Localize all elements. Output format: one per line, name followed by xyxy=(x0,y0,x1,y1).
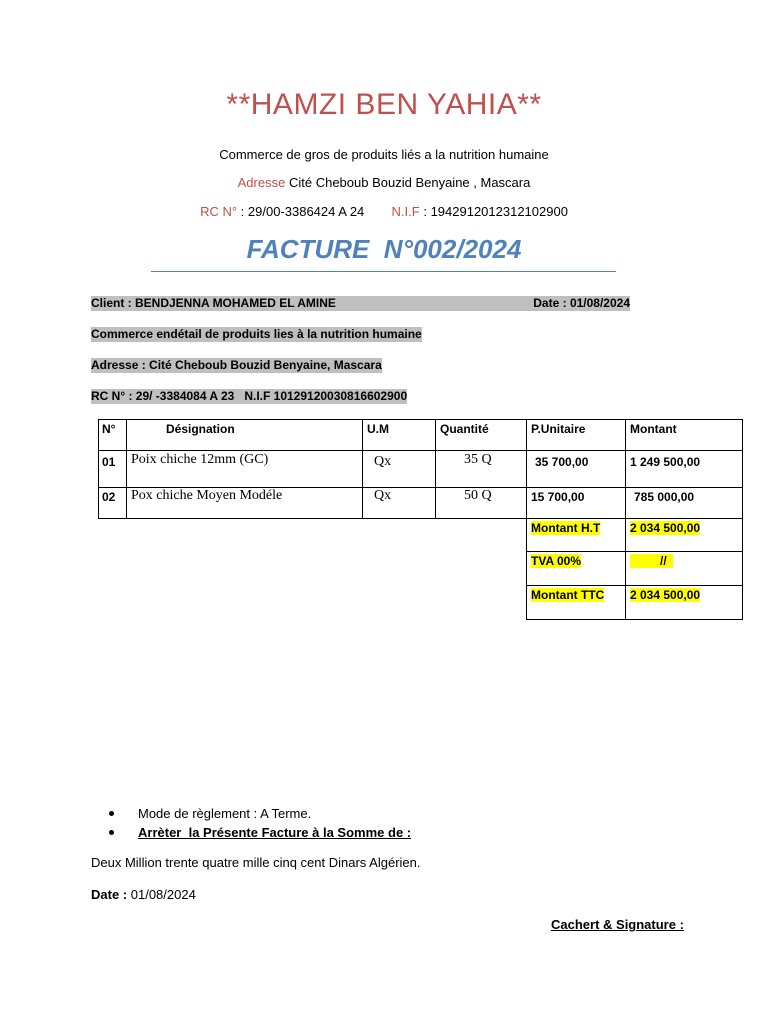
footer-date-value: 01/08/2024 xyxy=(130,887,196,902)
totals-row xyxy=(99,552,743,586)
totals-row xyxy=(99,519,743,552)
payment-mode: Mode de règlement : A Terme. xyxy=(138,806,312,821)
row-um: Qx xyxy=(374,454,392,469)
arrest-statement: Arrèter la Présente Facture à la Somme de : xyxy=(138,825,412,840)
table-row xyxy=(99,488,743,519)
table-header-row xyxy=(99,420,743,451)
row-amount: 785 000,00 xyxy=(634,490,695,504)
company-name: **HAMZI BEN YAHIA** xyxy=(226,88,542,121)
row-designation: Poix chiche 12mm (GC) xyxy=(131,452,269,467)
total-ht-value: 2 034 500,00 xyxy=(630,521,701,535)
bullet-icon xyxy=(109,811,114,816)
row-no: 02 xyxy=(102,490,116,504)
header-designation: Désignation xyxy=(166,422,235,436)
client-name: Client : BENDJENNA MOHAMED EL AMINE xyxy=(91,296,336,310)
header-um: U.M xyxy=(367,422,389,436)
header-quantity: Quantité xyxy=(440,422,489,436)
total-ht-label: Montant H.T xyxy=(531,521,601,535)
client-date: Date : 01/08/2024 xyxy=(533,296,630,310)
invoice-title: FACTURE N°002/2024 xyxy=(246,234,522,264)
client-address: Adresse : Cité Cheboub Bouzid Benyaine, Mascara xyxy=(91,358,382,372)
header-no: N° xyxy=(102,422,116,436)
row-quantity: 50 Q xyxy=(464,488,492,503)
row-designation: Pox chiche Moyen Modéle xyxy=(131,488,283,503)
total-ttc-value: 2 034 500,00 xyxy=(630,588,701,602)
row-amount: 1 249 500,00 xyxy=(630,455,701,469)
row-unit-price: 35 700,00 xyxy=(535,455,589,469)
rc-value: : 29/00-3386424 A 24 xyxy=(240,204,365,219)
nif-label: N.I.F xyxy=(391,204,420,219)
client-rc-nif: RC N° : 29/ -3384084 A 23 N.I.F 10129120030816602900 xyxy=(91,389,408,403)
header-amount: Montant xyxy=(630,422,677,436)
bullet-icon xyxy=(109,830,114,835)
header-unit-price: P.Unitaire xyxy=(531,422,586,436)
title-divider xyxy=(151,271,616,272)
footer-date xyxy=(91,887,196,902)
address-label: Adresse xyxy=(237,175,286,190)
tva-value: // xyxy=(630,554,674,568)
total-ttc-label: Montant TTC xyxy=(531,588,605,602)
signature-label: Cachert & Signature : xyxy=(551,917,684,932)
items-table xyxy=(98,419,743,620)
company-registration xyxy=(0,204,768,219)
client-name-row xyxy=(91,296,630,311)
company-activity: Commerce de gros de produits liés a la nutrition humaine xyxy=(219,147,549,162)
amount-in-words: Deux Million trente quatre mille cinq cent Dinars Algérien. xyxy=(91,855,421,870)
row-no: 01 xyxy=(102,455,116,469)
row-quantity: 35 Q xyxy=(464,452,492,467)
nif-value: : 1942912012312102900 xyxy=(423,204,568,219)
client-activity: Commerce endétail de produits lies à la nutrition humaine xyxy=(91,327,422,341)
tva-label: TVA 00% xyxy=(531,554,582,568)
row-unit-price: 15 700,00 xyxy=(531,490,585,504)
footer-date-label: Date : xyxy=(91,887,128,902)
totals-row xyxy=(99,586,743,620)
table-row xyxy=(99,451,743,488)
address-value: Cité Cheboub Bouzid Benyaine , Mascara xyxy=(288,175,531,190)
rc-label: RC N° xyxy=(200,204,238,219)
company-address xyxy=(0,175,768,190)
row-um: Qx xyxy=(374,488,392,503)
